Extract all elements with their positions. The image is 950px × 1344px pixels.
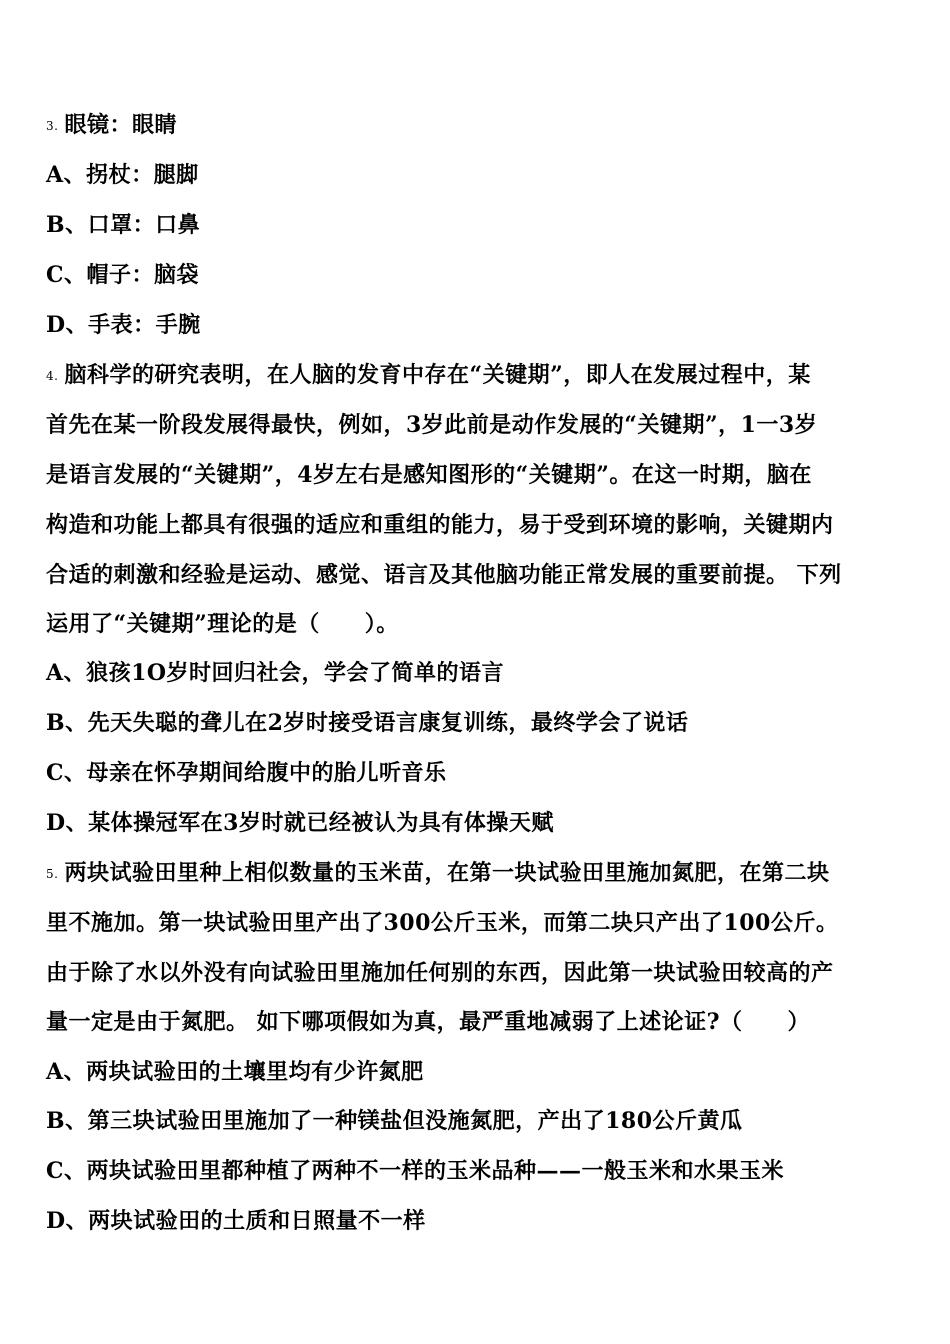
- question-5-number: 5.: [46, 867, 59, 881]
- question-4-stem-line-3: 是语言发展的“关键期”，4岁左右是感知图形的“关键期”。在这一时期，脑在: [46, 462, 812, 488]
- question-4-option-b: B、先天失聪的聋儿在2岁时接受语言康复训练，最终学会了说话: [46, 710, 689, 736]
- question-5-stem-line-4: 量一定是由于氮肥。 如下哪项假如为真，最严重地减弱了上述论证?（ ）: [46, 1009, 811, 1035]
- question-5-stem-line-2: 里不施加。第一块试验田里产出了300公斤玉米，而第二块只产出了100公斤。: [46, 910, 839, 936]
- question-3-option-b: B、口罩：口鼻: [46, 212, 201, 238]
- question-3-option-d: D、手表：手腕: [46, 312, 201, 338]
- question-4-option-d: D、某体操冠军在3岁时就已经被认为具有体操天赋: [46, 810, 554, 836]
- question-4-option-c: C、母亲在怀孕期间给腹中的胎儿听音乐: [46, 760, 447, 786]
- question-4-stem-line-6: 运用了“关键期”理论的是（ ）。: [46, 611, 399, 637]
- question-4-option-a: A、狼孩1O岁时回归社会，学会了简单的语言: [46, 660, 505, 686]
- question-5-option-d: D、两块试验田的土质和日照量不一样: [46, 1208, 426, 1234]
- question-5-option-c: C、两块试验田里都种植了两种不一样的玉米品种——一般玉米和水果玉米: [46, 1158, 785, 1184]
- question-4-text-1: 脑科学的研究表明，在人脑的发育中存在“关键期”，即人在发展过程中，某: [64, 362, 811, 388]
- question-3-option-a: A、拐杖：腿脚: [46, 162, 199, 188]
- question-4-stem-line-5: 合适的刺激和经验是运动、感觉、语言及其他脑功能正常发展的重要前提。 下列: [46, 562, 842, 588]
- question-4-stem-line-4: 构造和功能上都具有很强的适应和重组的能力，易于受到环境的影响，关键期内: [46, 512, 834, 538]
- question-3-number: 3.: [46, 119, 59, 133]
- question-4-stem-line-1: [46, 360, 811, 391]
- question-5-option-b: B、第三块试验田里施加了一种镁盐但没施氮肥，产出了180公斤黄瓜: [46, 1108, 743, 1134]
- question-5-stem-line-1: [46, 858, 829, 889]
- question-3-option-c: C、帽子：脑袋: [46, 262, 200, 288]
- question-4-number: 4.: [46, 369, 59, 383]
- question-5-stem-line-3: 由于除了水以外没有向试验田里施加任何别的东西，因此第一块试验田较高的产: [46, 960, 834, 986]
- question-3-stem: [46, 110, 177, 141]
- question-4-stem-line-2: 首先在某一阶段发展得最快，例如，3岁此前是动作发展的“关键期”，1一3岁: [46, 412, 818, 438]
- question-5-text-1: 两块试验田里种上相似数量的玉米苗，在第一块试验田里施加氮肥，在第二块: [64, 860, 830, 886]
- question-3-text: 眼镜：眼睛: [64, 112, 177, 138]
- question-5-option-a: A、两块试验田的土壤里均有少许氮肥: [46, 1059, 424, 1085]
